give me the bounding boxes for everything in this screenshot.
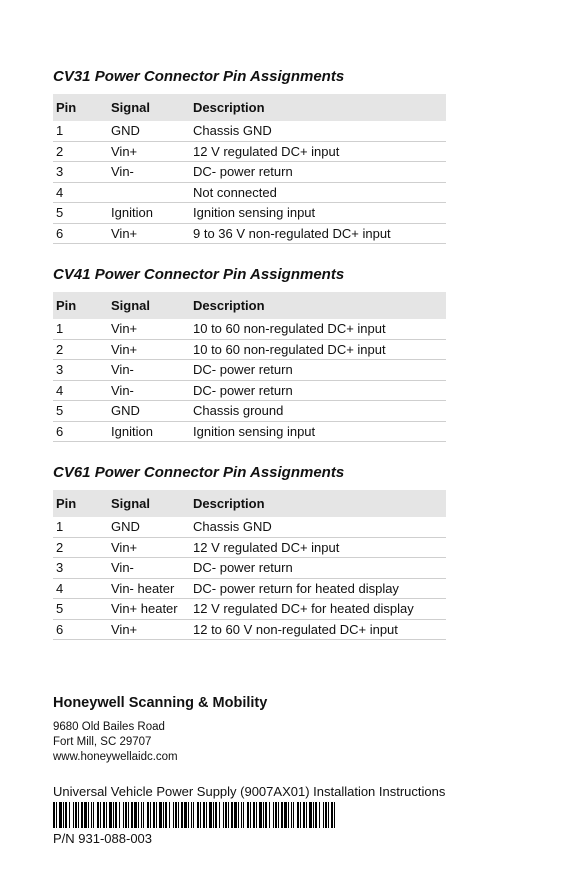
cell-signal: Vin- — [108, 558, 190, 579]
cell-pin: 5 — [53, 401, 108, 422]
document-title: Universal Vehicle Power Supply (9007AX01) Installation Instructions — [53, 784, 446, 799]
cell-pin: 6 — [53, 619, 108, 640]
cell-signal: Vin- — [108, 162, 190, 183]
cell-pin: 2 — [53, 537, 108, 558]
cell-pin: 6 — [53, 421, 108, 442]
cell-description: Ignition sensing input — [190, 421, 446, 442]
table-row — [53, 319, 446, 339]
table-row — [53, 619, 446, 640]
cell-signal: Vin+ — [108, 619, 190, 640]
cell-signal: GND — [108, 121, 190, 141]
table-row — [53, 223, 446, 244]
table-row — [53, 162, 446, 183]
cell-description: 12 V regulated DC+ input — [190, 537, 446, 558]
cell-signal: Vin+ — [108, 339, 190, 360]
cv61-table — [53, 490, 446, 640]
cell-pin: 3 — [53, 162, 108, 183]
table-row — [53, 578, 446, 599]
address-street: 9680 Old Bailes Road — [53, 721, 165, 733]
table-row — [53, 339, 446, 360]
cell-description: DC- power return — [190, 558, 446, 579]
cv61-title: CV61 Power Connector Pin Assignments — [53, 464, 345, 481]
cell-signal — [108, 182, 190, 203]
cv31-title: CV31 Power Connector Pin Assignments — [53, 68, 345, 85]
header-description: Description — [190, 490, 446, 517]
cell-signal: Vin+ — [108, 537, 190, 558]
cell-signal: Vin- heater — [108, 578, 190, 599]
cell-description: 12 V regulated DC+ for heated display — [190, 599, 446, 620]
cell-pin: 2 — [53, 339, 108, 360]
header-signal: Signal — [108, 292, 190, 319]
cell-pin: 2 — [53, 141, 108, 162]
cell-description: DC- power return for heated display — [190, 578, 446, 599]
cell-pin: 4 — [53, 380, 108, 401]
table-row — [53, 203, 446, 224]
cv61-section — [53, 463, 446, 640]
cell-signal: Vin- — [108, 380, 190, 401]
table-header-row — [53, 292, 446, 319]
table-row — [53, 121, 446, 141]
company-name: Honeywell Scanning & Mobility — [53, 695, 268, 711]
header-description: Description — [190, 94, 446, 121]
cell-description: Ignition sensing input — [190, 203, 446, 224]
cell-description: 12 to 60 V non-regulated DC+ input — [190, 619, 446, 640]
cell-description: 12 V regulated DC+ input — [190, 141, 446, 162]
cell-signal: Vin- — [108, 360, 190, 381]
cell-description: Chassis ground — [190, 401, 446, 422]
cell-signal: Ignition — [108, 421, 190, 442]
cell-pin: 1 — [53, 517, 108, 537]
cell-description: DC- power return — [190, 380, 446, 401]
cell-description: 9 to 36 V non-regulated DC+ input — [190, 223, 446, 244]
table-row — [53, 421, 446, 442]
table-row — [53, 360, 446, 381]
table-row — [53, 517, 446, 537]
cell-signal: Ignition — [108, 203, 190, 224]
table-row — [53, 141, 446, 162]
cell-description: Chassis GND — [190, 517, 446, 537]
table-header-row — [53, 94, 446, 121]
cell-pin: 3 — [53, 558, 108, 579]
barcode-image — [53, 802, 335, 828]
cell-signal: Vin+ — [108, 141, 190, 162]
cell-description: DC- power return — [190, 162, 446, 183]
cell-description: Not connected — [190, 182, 446, 203]
header-description: Description — [190, 292, 446, 319]
address-city: Fort Mill, SC 29707 — [53, 736, 152, 748]
table-row — [53, 182, 446, 203]
header-pin: Pin — [53, 94, 108, 121]
header-signal: Signal — [108, 490, 190, 517]
cell-pin: 6 — [53, 223, 108, 244]
header-pin: Pin — [53, 490, 108, 517]
cv41-title: CV41 Power Connector Pin Assignments — [53, 266, 345, 283]
cv41-table — [53, 292, 446, 442]
cv31-section — [53, 67, 446, 244]
table-header-row — [53, 490, 446, 517]
cell-pin: 1 — [53, 121, 108, 141]
table-row — [53, 401, 446, 422]
cell-pin: 4 — [53, 182, 108, 203]
header-signal: Signal — [108, 94, 190, 121]
address-block — [53, 720, 453, 765]
cell-signal: Vin+ — [108, 319, 190, 339]
header-pin: Pin — [53, 292, 108, 319]
table-row — [53, 558, 446, 579]
cell-pin: 5 — [53, 599, 108, 620]
cell-signal: Vin+ — [108, 223, 190, 244]
table-row — [53, 537, 446, 558]
cell-description: Chassis GND — [190, 121, 446, 141]
cell-pin: 1 — [53, 319, 108, 339]
cell-pin: 4 — [53, 578, 108, 599]
table-row — [53, 599, 446, 620]
cell-pin: 5 — [53, 203, 108, 224]
cv31-table — [53, 94, 446, 244]
cell-pin: 3 — [53, 360, 108, 381]
cell-description: DC- power return — [190, 360, 446, 381]
cell-signal: GND — [108, 401, 190, 422]
cv41-section — [53, 265, 446, 442]
cell-signal: GND — [108, 517, 190, 537]
cell-signal: Vin+ heater — [108, 599, 190, 620]
cell-description: 10 to 60 non-regulated DC+ input — [190, 339, 446, 360]
table-row — [53, 380, 446, 401]
website-link: www.honeywellaidc.com — [53, 751, 178, 763]
part-number: P/N 931-088-003 — [53, 831, 153, 846]
cell-description: 10 to 60 non-regulated DC+ input — [190, 319, 446, 339]
